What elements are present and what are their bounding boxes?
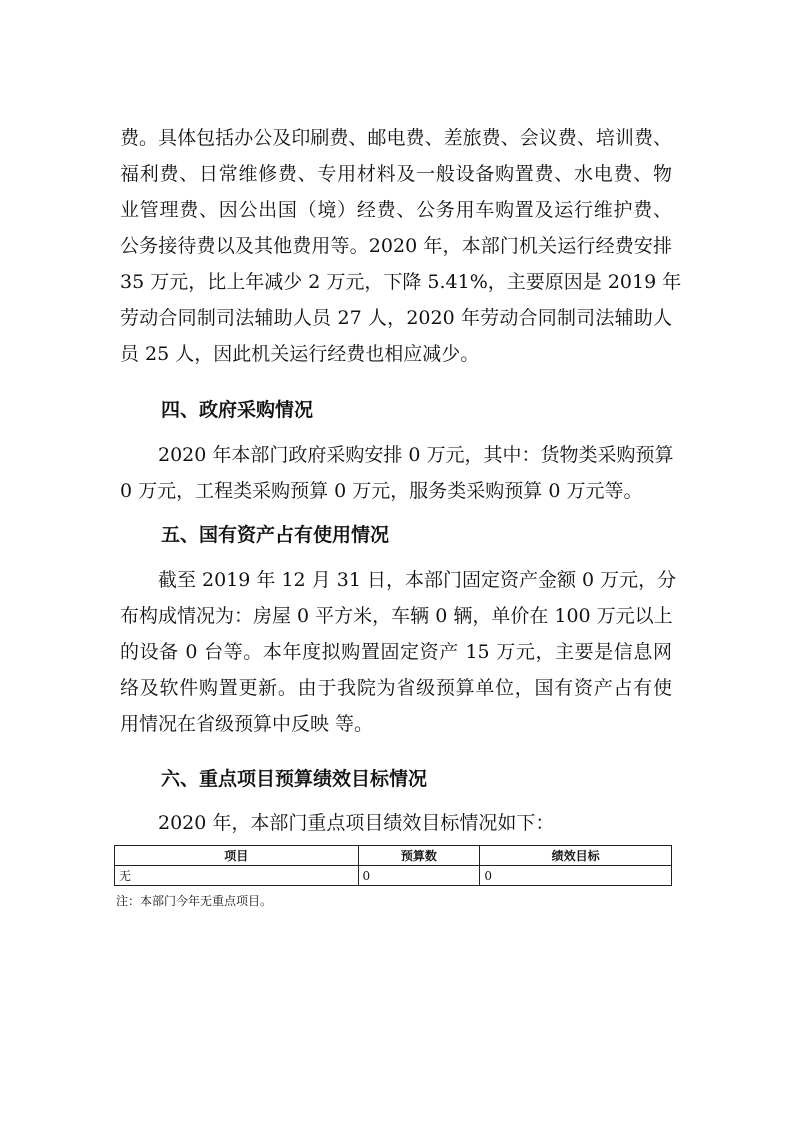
paragraph-line: 2020 年本部门政府采购安排 0 万元，其中：货物类采购预算 — [158, 444, 674, 466]
column-header-budget: 预算数 — [358, 846, 480, 866]
column-header-project: 项目 — [115, 846, 359, 866]
section-heading-performance-targets: 六、重点项目预算绩效目标情况 — [161, 768, 428, 790]
section-heading-procurement: 四、政府采购情况 — [161, 399, 314, 421]
paragraph-line: 的设备 0 台等。本年度拟购置固定资产 15 万元，主要是信息网 — [120, 641, 672, 663]
paragraph-line: 业管理费、因公出国（境）经费、公务用车购置及运行维护费、 — [120, 199, 672, 221]
paragraph-line: 费。具体包括办公及印刷费、邮电费、差旅费、会议费、培训费、 — [120, 127, 672, 149]
paragraph-line: 2020 年，本部门重点项目绩效目标情况如下： — [158, 812, 555, 834]
table-row — [115, 866, 672, 886]
paragraph-line: 络及软件购置更新。由于我院为省级预算单位，国有资产占有使 — [120, 677, 672, 699]
cell-project: 无 — [115, 866, 359, 886]
paragraph-line: 公务接待费以及其他费用等。2020 年，本部门机关运行经费安排 — [120, 235, 672, 257]
paragraph-line: 35 万元，比上年减少 2 万元，下降 5.41%，主要原因是 2019 年 — [120, 271, 682, 293]
section-heading-state-assets: 五、国有资产占有使用情况 — [161, 524, 390, 546]
key-projects-table — [114, 845, 672, 886]
paragraph-line: 用情况在省级预算中反映 等。 — [120, 713, 374, 735]
cell-performance-target: 0 — [480, 866, 672, 886]
paragraph-line: 0 万元，工程类采购预算 0 万元，服务类采购预算 0 万元等。 — [120, 480, 643, 502]
table-header-row — [115, 846, 672, 866]
paragraph-line: 布构成情况为：房屋 0 平方米，车辆 0 辆，单价在 100 万元以上 — [120, 605, 673, 627]
column-header-performance-target: 绩效目标 — [480, 846, 672, 866]
paragraph-line: 福利费、日常维修费、专用材料及一般设备购置费、水电费、物 — [120, 163, 672, 185]
table-note: 注：本部门今年无重点项目。 — [116, 894, 273, 908]
paragraph-line: 员 25 人，因此机关运行经费也相应减少。 — [120, 343, 480, 365]
paragraph-line: 劳动合同制司法辅助人员 27 人，2020 年劳动合同制司法辅助人 — [120, 307, 672, 329]
cell-budget: 0 — [358, 866, 480, 886]
paragraph-line: 截至 2019 年 12 月 31 日，本部门固定资产金额 0 万元，分 — [158, 569, 677, 591]
